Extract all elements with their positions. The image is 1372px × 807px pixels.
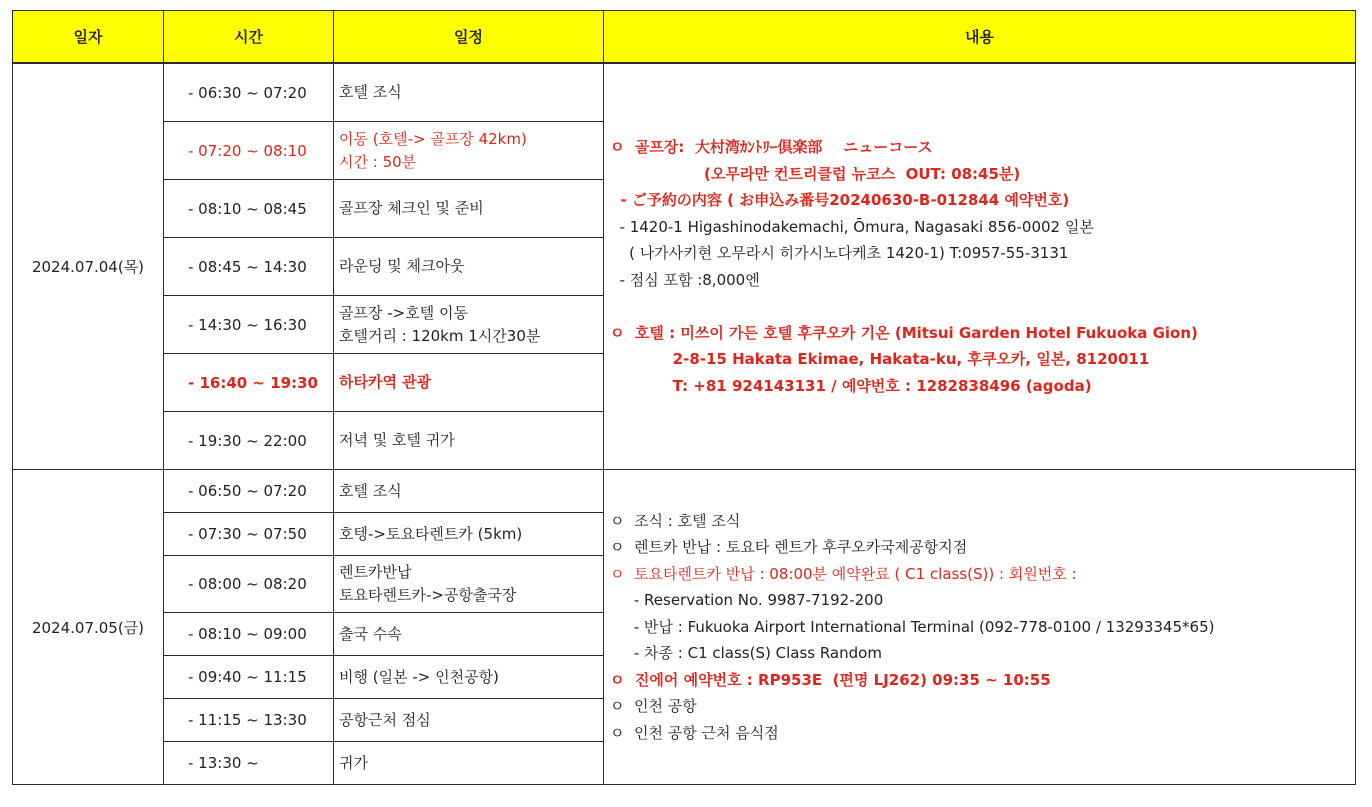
schedule-cell (334, 742, 604, 785)
time-cell: - 13:30 ~ (164, 742, 334, 785)
time-cell: - 08:45 ~ 14:30 (164, 238, 334, 296)
content-line: ㅇ 진에어 예약번호 : RP953E (편명 LJ262) 09:35 ~ 10:55 (610, 670, 1051, 689)
day2-section (13, 470, 1356, 785)
content-line: - 반납 : Fukuoka Airport International Terminal (092-778-0100 / 13293345*65) (610, 617, 1215, 636)
content-line: ㅇ 인천 공항 근처 음식점 (610, 723, 779, 742)
schedule-cell (334, 412, 604, 470)
time-cell: - 11:15 ~ 13:30 (164, 699, 334, 742)
content-cell (604, 63, 1356, 470)
content-cell (604, 470, 1356, 785)
schedule-cell (334, 556, 604, 613)
schedule-text: 호텡->토요타렌트카 (5km) (339, 524, 523, 543)
schedule-text: 호텔 조식 (339, 83, 402, 101)
schedule-row (13, 63, 1356, 122)
time-cell: - 07:20 ~ 08:10 (164, 122, 334, 180)
time-cell: - 08:10 ~ 08:45 (164, 180, 334, 238)
schedule-text: 하타카역 관광 (339, 373, 432, 391)
schedule-text: 호텔 조식 (339, 481, 402, 500)
schedule-cell (334, 122, 604, 180)
schedule-cell (334, 296, 604, 354)
schedule-text: 시간 : 50분 (339, 152, 417, 171)
content-line: 2-8-15 Hakata Ekimae, Hakata-ku, 후쿠오카, 일본, 8120011 (610, 350, 1150, 368)
time-cell: - 19:30 ~ 22:00 (164, 412, 334, 470)
content-line: ( 나가사키현 오무라시 히가시노다케초 1420-1) T:0957-55-3131 (610, 244, 1069, 262)
header-schedule: 일정 (334, 11, 604, 64)
content-line: - 1420-1 Higashinodakemachi, Ōmura, Nagasaki 856-0002 일본 (610, 217, 1094, 236)
schedule-cell (334, 63, 604, 122)
content-line: ㅇ 조식 : 호텔 조식 (610, 511, 741, 530)
content-line: ㅇ 골프장: 大村湾ｶﾝﾄﾘｰ倶楽部 ニューコース (610, 138, 933, 156)
content-line: ㅇ 인천 공항 (610, 697, 697, 716)
time-cell: - 08:10 ~ 09:00 (164, 613, 334, 656)
header-time: 시간 (164, 11, 334, 64)
content-line: - 점심 포함 :8,000엔 (610, 270, 760, 289)
schedule-text: 라운딩 및 체크아웃 (339, 257, 465, 275)
content-line: T: +81 924143131 / 예약번호 : 1282838496 (agoda) (610, 376, 1092, 395)
schedule-cell (334, 699, 604, 742)
schedule-text: 렌트카반납 (339, 563, 412, 581)
time-cell: - 09:40 ~ 11:15 (164, 656, 334, 699)
day1-section (13, 63, 1356, 470)
header-row (13, 11, 1356, 64)
schedule-text: 출국 수속 (339, 624, 402, 643)
content-line: - 차종 : C1 class(S) Class Random (610, 644, 882, 663)
content-line (610, 293, 1355, 320)
content-line: - ご予約の内容 ( お申込み番号20240630-B-012844 예약번호) (610, 191, 1070, 209)
content-line: (오무라만 컨트리클럽 뉴코스 OUT: 08:45분) (610, 164, 1021, 183)
content-line: ㅇ 호텔 : 미쓰이 가든 호텔 후쿠오카 기온 (Mitsui Garden Hotel Fukuoka Gion) (610, 323, 1198, 342)
time-cell: - 06:50 ~ 07:20 (164, 470, 334, 513)
schedule-text: 토요타렌트카->공항출국장 (339, 586, 517, 604)
schedule-cell (334, 470, 604, 513)
schedule-cell (334, 354, 604, 412)
content-line: - Reservation No. 9987-7192-200 (610, 591, 884, 610)
content-line: ㅇ 토요타렌트카 반납 : 08:00분 예약완료 ( C1 class(S)) : 회원번호 : (610, 564, 1077, 583)
schedule-row (13, 470, 1356, 513)
schedule-text: 저녁 및 호텔 귀가 (339, 431, 455, 449)
header-date: 일자 (13, 11, 164, 64)
date-cell: 2024.07.05(금) (13, 470, 164, 785)
schedule-cell (334, 513, 604, 556)
time-cell: - 07:30 ~ 07:50 (164, 513, 334, 556)
time-cell: - 08:00 ~ 08:20 (164, 556, 334, 613)
schedule-cell (334, 613, 604, 656)
date-cell: 2024.07.04(목) (13, 63, 164, 470)
schedule-text: 귀가 (339, 753, 368, 772)
time-cell: - 06:30 ~ 07:20 (164, 63, 334, 122)
schedule-cell (334, 238, 604, 296)
content-line: ㅇ 렌트카 반납 : 토요타 렌트가 후쿠오카국제공항지점 (610, 538, 968, 557)
schedule-text: 호텔거리 : 120km 1시간30분 (339, 326, 541, 345)
schedule-text: 이동 (호텔-> 골프장 42km) (339, 129, 527, 148)
itinerary-table (12, 10, 1356, 785)
schedule-text: 공항근처 점심 (339, 710, 431, 729)
time-cell: - 14:30 ~ 16:30 (164, 296, 334, 354)
time-cell: - 16:40 ~ 19:30 (164, 354, 334, 412)
schedule-text: 골프장 체크인 및 준비 (339, 199, 484, 217)
schedule-cell (334, 656, 604, 699)
schedule-cell (334, 180, 604, 238)
header-content: 내용 (604, 11, 1356, 64)
schedule-text: 비행 (일본 -> 인천공항) (339, 667, 499, 686)
schedule-text: 골프장 ->호텔 이동 (339, 303, 468, 322)
